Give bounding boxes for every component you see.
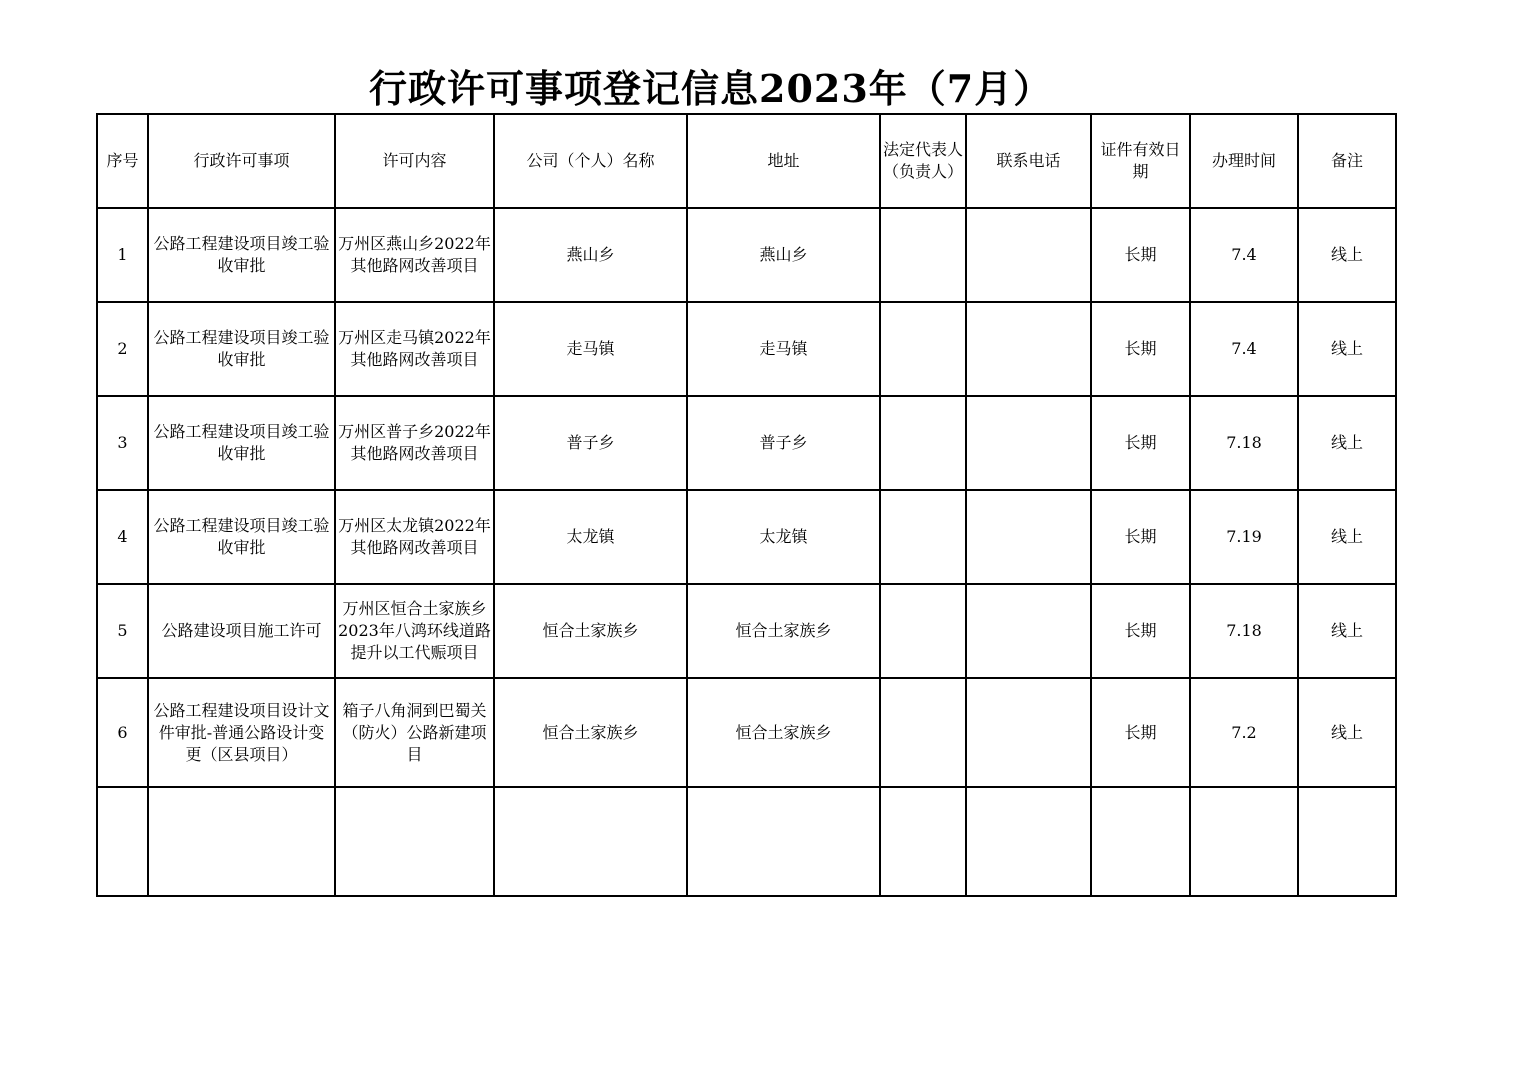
table-row: [97, 208, 1396, 302]
cell-date: 7.18: [1190, 396, 1298, 490]
cell-date: 7.4: [1190, 208, 1298, 302]
column-header-name: 公司（个人）名称: [494, 114, 687, 208]
column-header-validity: 证件有效日期: [1091, 114, 1190, 208]
cell-item: 公路工程建设项目竣工验收审批: [148, 490, 335, 584]
cell-name: 燕山乡: [494, 208, 687, 302]
column-header-representative: 法定代表人（负责人）: [880, 114, 966, 208]
table-header-row: [97, 114, 1396, 208]
cell-phone: [966, 678, 1091, 787]
column-header-content: 许可内容: [335, 114, 494, 208]
cell-validity: 长期: [1091, 490, 1190, 584]
cell-name: 普子乡: [494, 396, 687, 490]
empty-cell: [335, 787, 494, 896]
cell-validity: 长期: [1091, 396, 1190, 490]
column-header-address: 地址: [687, 114, 880, 208]
cell-name: 恒合土家族乡: [494, 584, 687, 678]
table-row: [97, 584, 1396, 678]
column-header-note: 备注: [1298, 114, 1396, 208]
cell-note: 线上: [1298, 678, 1396, 787]
cell-representative: [880, 678, 966, 787]
column-header-item: 行政许可事项: [148, 114, 335, 208]
cell-item: 公路建设项目施工许可: [148, 584, 335, 678]
empty-table-row: [97, 787, 1396, 896]
empty-cell: [1091, 787, 1190, 896]
cell-address: 普子乡: [687, 396, 880, 490]
cell-phone: [966, 302, 1091, 396]
cell-representative: [880, 396, 966, 490]
cell-validity: 长期: [1091, 208, 1190, 302]
cell-phone: [966, 584, 1091, 678]
cell-date: 7.18: [1190, 584, 1298, 678]
cell-representative: [880, 490, 966, 584]
cell-note: 线上: [1298, 584, 1396, 678]
cell-phone: [966, 208, 1091, 302]
empty-cell: [1190, 787, 1298, 896]
cell-address: 太龙镇: [687, 490, 880, 584]
cell-content: 万州区走马镇2022年其他路网改善项目: [335, 302, 494, 396]
table-row: [97, 396, 1396, 490]
empty-cell: [148, 787, 335, 896]
cell-item: 公路工程建设项目竣工验收审批: [148, 302, 335, 396]
cell-validity: 长期: [1091, 302, 1190, 396]
cell-address: 恒合土家族乡: [687, 584, 880, 678]
cell-item: 公路工程建设项目设计文件审批-普通公路设计变更（区县项目）: [148, 678, 335, 787]
cell-name: 恒合土家族乡: [494, 678, 687, 787]
cell-address: 走马镇: [687, 302, 880, 396]
cell-item: 公路工程建设项目竣工验收审批: [148, 208, 335, 302]
cell-content: 万州区普子乡2022年其他路网改善项目: [335, 396, 494, 490]
cell-date: 7.4: [1190, 302, 1298, 396]
cell-no: 3: [97, 396, 148, 490]
cell-representative: [880, 584, 966, 678]
cell-representative: [880, 302, 966, 396]
cell-note: 线上: [1298, 396, 1396, 490]
empty-cell: [687, 787, 880, 896]
cell-name: 走马镇: [494, 302, 687, 396]
cell-note: 线上: [1298, 302, 1396, 396]
cell-validity: 长期: [1091, 678, 1190, 787]
cell-no: 2: [97, 302, 148, 396]
cell-date: 7.2: [1190, 678, 1298, 787]
cell-no: 5: [97, 584, 148, 678]
cell-content: 万州区恒合土家族乡2023年八鸿环线道路提升以工代赈项目: [335, 584, 494, 678]
cell-item: 公路工程建设项目竣工验收审批: [148, 396, 335, 490]
registry-table: [96, 113, 1397, 897]
empty-cell: [880, 787, 966, 896]
cell-note: 线上: [1298, 490, 1396, 584]
cell-no: 1: [97, 208, 148, 302]
cell-content: 万州区燕山乡2022年其他路网改善项目: [335, 208, 494, 302]
column-header-date: 办理时间: [1190, 114, 1298, 208]
cell-representative: [880, 208, 966, 302]
cell-validity: 长期: [1091, 584, 1190, 678]
cell-date: 7.19: [1190, 490, 1298, 584]
cell-address: 恒合土家族乡: [687, 678, 880, 787]
cell-content: 万州区太龙镇2022年其他路网改善项目: [335, 490, 494, 584]
table-row: [97, 490, 1396, 584]
table-row: [97, 678, 1396, 787]
cell-no: 6: [97, 678, 148, 787]
cell-content: 箱子八角洞到巴蜀关（防火）公路新建项目: [335, 678, 494, 787]
empty-cell: [966, 787, 1091, 896]
empty-cell: [1298, 787, 1396, 896]
empty-cell: [97, 787, 148, 896]
empty-cell: [494, 787, 687, 896]
cell-address: 燕山乡: [687, 208, 880, 302]
cell-note: 线上: [1298, 208, 1396, 302]
cell-phone: [966, 490, 1091, 584]
column-header-no: 序号: [97, 114, 148, 208]
cell-phone: [966, 396, 1091, 490]
table-row: [97, 302, 1396, 396]
column-header-phone: 联系电话: [966, 114, 1091, 208]
cell-name: 太龙镇: [494, 490, 687, 584]
page-title: 行政许可事项登记信息2023年（7月）: [369, 66, 1053, 111]
cell-no: 4: [97, 490, 148, 584]
